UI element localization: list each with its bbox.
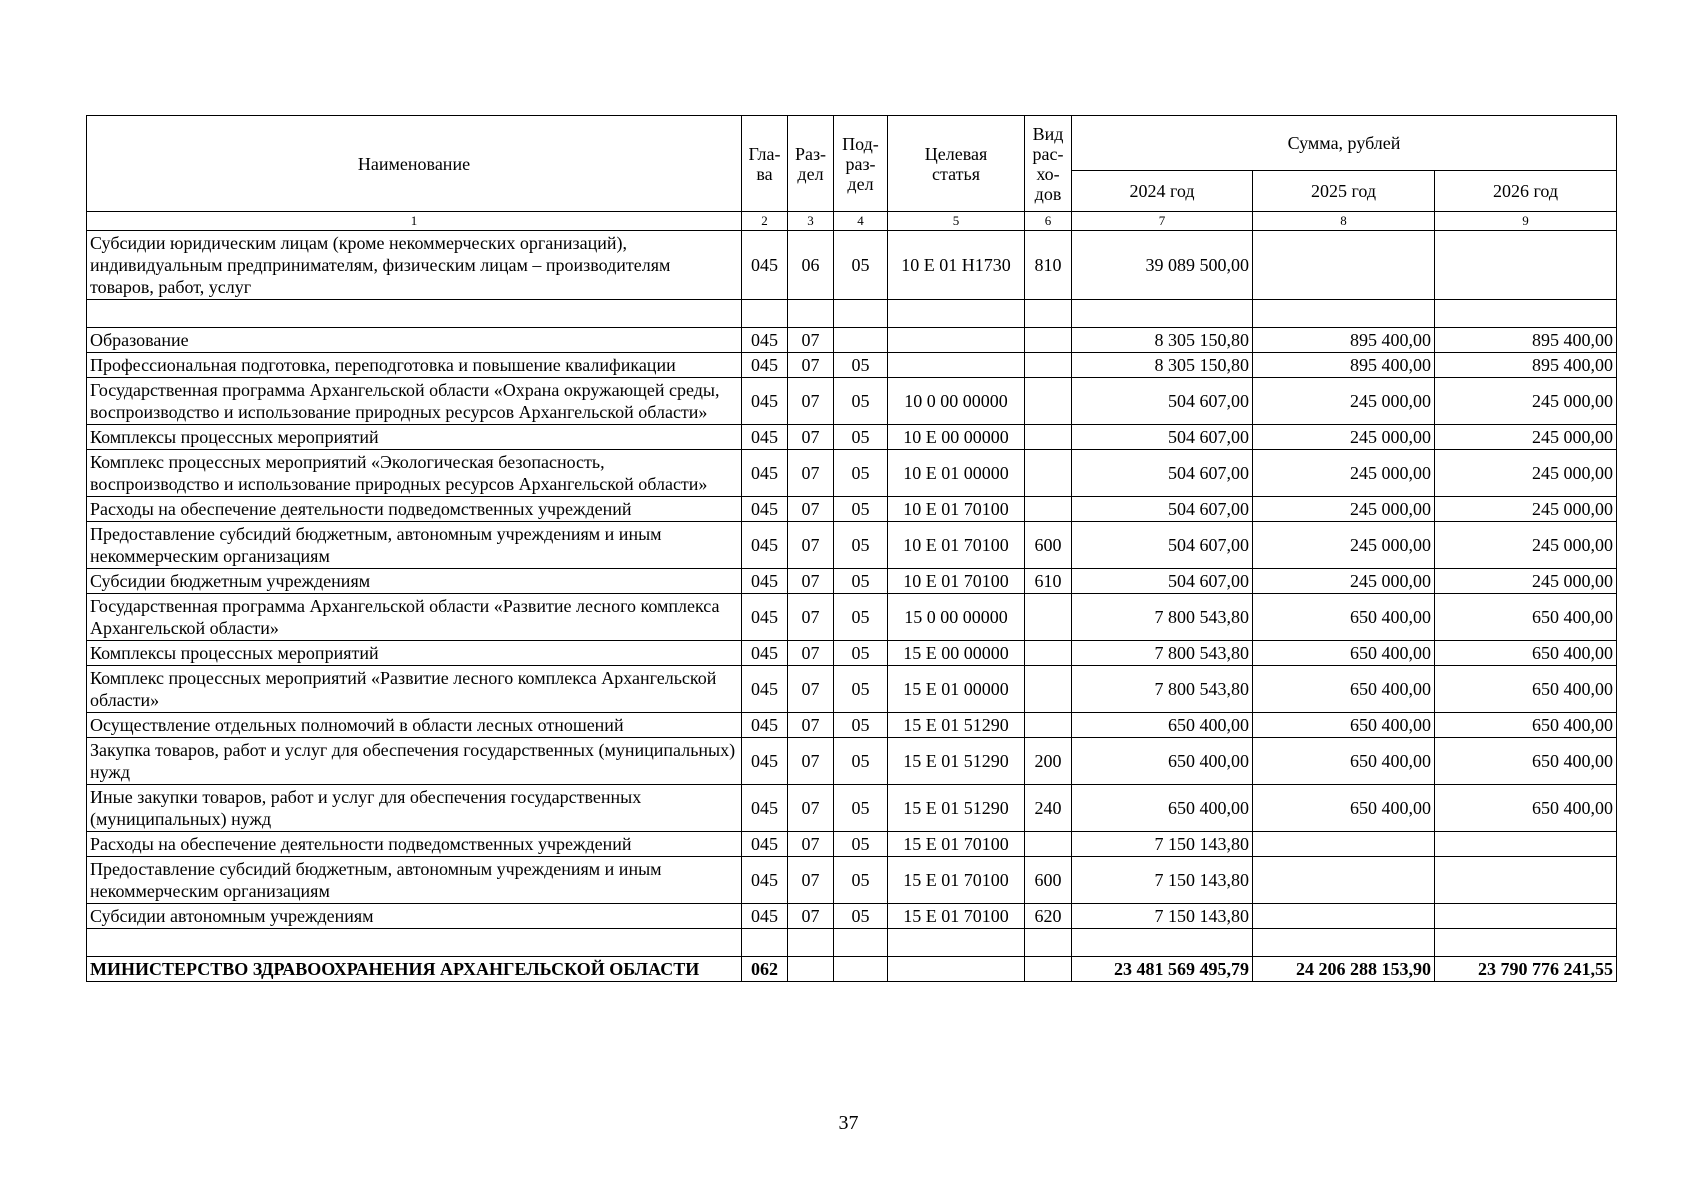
table-body bbox=[87, 231, 1617, 982]
cell-vid-rashodov bbox=[1025, 594, 1072, 641]
cell-vid-rashodov bbox=[1025, 666, 1072, 713]
cell-celevaya-statya: 15 Е 01 70100 bbox=[888, 832, 1025, 857]
cell-sum-2026: 650 400,00 bbox=[1435, 594, 1617, 641]
cell-name: Расходы на обеспечение деятельности подведомственных учреждений bbox=[87, 832, 742, 857]
cell-podrazdel: 05 bbox=[834, 522, 888, 569]
cell-sum-2024: 504 607,00 bbox=[1072, 378, 1253, 425]
cell-name: Комплексы процессных мероприятий bbox=[87, 641, 742, 666]
cell-name: Субсидии автономным учреждениям bbox=[87, 904, 742, 929]
cell-razdel bbox=[788, 929, 834, 957]
cell-razdel: 07 bbox=[788, 353, 834, 378]
cell-celevaya-statya: 15 Е 01 00000 bbox=[888, 666, 1025, 713]
cell-celevaya-statya: 15 Е 01 51290 bbox=[888, 713, 1025, 738]
cell-sum-2026: 895 400,00 bbox=[1435, 328, 1617, 353]
cell-razdel: 07 bbox=[788, 522, 834, 569]
cell-sum-2026: 245 000,00 bbox=[1435, 425, 1617, 450]
cell-razdel bbox=[788, 957, 834, 982]
cell-podrazdel: 05 bbox=[834, 353, 888, 378]
cell-glava: 045 bbox=[742, 857, 788, 904]
cell-podrazdel: 05 bbox=[834, 832, 888, 857]
cell-sum-2026 bbox=[1435, 231, 1617, 300]
cell-name: Субсидии юридическим лицам (кроме некоммерческих организаций), индивидуальным предпринимателям, физическим лицам – производителям товаров, работ, услуг bbox=[87, 231, 742, 300]
cell-glava bbox=[742, 300, 788, 328]
cell-sum-2024: 7 150 143,80 bbox=[1072, 857, 1253, 904]
cell-name: Закупка товаров, работ и услуг для обеспечения государственных (муниципальных) нужд bbox=[87, 738, 742, 785]
cell-vid-rashodov bbox=[1025, 957, 1072, 982]
cell-celevaya-statya: 15 Е 01 70100 bbox=[888, 857, 1025, 904]
cell-sum-2025 bbox=[1253, 300, 1435, 328]
cell-glava: 045 bbox=[742, 522, 788, 569]
cell-podrazdel bbox=[834, 300, 888, 328]
cell-vid-rashodov: 200 bbox=[1025, 738, 1072, 785]
cell-name: Комплексы процессных мероприятий bbox=[87, 425, 742, 450]
cell-sum-2026 bbox=[1435, 904, 1617, 929]
cell-vid-rashodov bbox=[1025, 929, 1072, 957]
cell-sum-2026 bbox=[1435, 300, 1617, 328]
cell-vid-rashodov bbox=[1025, 300, 1072, 328]
cell-sum-2025 bbox=[1253, 832, 1435, 857]
table-row bbox=[87, 666, 1617, 713]
cell-celevaya-statya: 15 Е 01 70100 bbox=[888, 904, 1025, 929]
column-number: 8 bbox=[1253, 212, 1435, 231]
cell-sum-2024: 7 800 543,80 bbox=[1072, 641, 1253, 666]
cell-sum-2026 bbox=[1435, 857, 1617, 904]
cell-name: Предоставление субсидий бюджетным, автономным учреждениям и иным некоммерческим организациям bbox=[87, 522, 742, 569]
cell-name: Профессиональная подготовка, переподготовка и повышение квалификации bbox=[87, 353, 742, 378]
cell-razdel: 07 bbox=[788, 569, 834, 594]
cell-name: Государственная программа Архангельской области «Охрана окружающей среды, воспроизводство и использование природных ресурсов Архангельской области» bbox=[87, 378, 742, 425]
cell-razdel: 07 bbox=[788, 713, 834, 738]
table-row bbox=[87, 738, 1617, 785]
budget-table bbox=[86, 115, 1617, 982]
header-podrazdel: Под- раз- дел bbox=[834, 116, 888, 212]
cell-sum-2026: 650 400,00 bbox=[1435, 641, 1617, 666]
cell-sum-2026: 245 000,00 bbox=[1435, 569, 1617, 594]
cell-sum-2026: 650 400,00 bbox=[1435, 666, 1617, 713]
cell-vid-rashodov: 610 bbox=[1025, 569, 1072, 594]
cell-glava: 062 bbox=[742, 957, 788, 982]
cell-razdel: 06 bbox=[788, 231, 834, 300]
cell-vid-rashodov bbox=[1025, 425, 1072, 450]
cell-sum-2025: 650 400,00 bbox=[1253, 594, 1435, 641]
cell-razdel: 07 bbox=[788, 497, 834, 522]
cell-sum-2026: 650 400,00 bbox=[1435, 738, 1617, 785]
cell-sum-2025: 245 000,00 bbox=[1253, 425, 1435, 450]
cell-name bbox=[87, 300, 742, 328]
column-number: 3 bbox=[788, 212, 834, 231]
cell-celevaya-statya bbox=[888, 328, 1025, 353]
table-row bbox=[87, 328, 1617, 353]
table-row bbox=[87, 353, 1617, 378]
cell-celevaya-statya bbox=[888, 957, 1025, 982]
cell-sum-2024 bbox=[1072, 929, 1253, 957]
cell-sum-2025: 895 400,00 bbox=[1253, 328, 1435, 353]
cell-razdel: 07 bbox=[788, 785, 834, 832]
table-row bbox=[87, 378, 1617, 425]
cell-sum-2025 bbox=[1253, 904, 1435, 929]
cell-podrazdel: 05 bbox=[834, 569, 888, 594]
cell-podrazdel: 05 bbox=[834, 738, 888, 785]
cell-sum-2026: 245 000,00 bbox=[1435, 522, 1617, 569]
column-number: 4 bbox=[834, 212, 888, 231]
cell-name: Комплекс процессных мероприятий «Развитие лесного комплекса Архангельской области» bbox=[87, 666, 742, 713]
cell-sum-2025: 245 000,00 bbox=[1253, 569, 1435, 594]
cell-podrazdel: 05 bbox=[834, 857, 888, 904]
cell-sum-2025: 245 000,00 bbox=[1253, 497, 1435, 522]
cell-glava: 045 bbox=[742, 738, 788, 785]
table-row bbox=[87, 522, 1617, 569]
cell-glava: 045 bbox=[742, 713, 788, 738]
cell-vid-rashodov bbox=[1025, 353, 1072, 378]
cell-sum-2024: 8 305 150,80 bbox=[1072, 353, 1253, 378]
cell-glava bbox=[742, 929, 788, 957]
cell-sum-2025 bbox=[1253, 929, 1435, 957]
cell-sum-2026: 245 000,00 bbox=[1435, 497, 1617, 522]
cell-sum-2024: 650 400,00 bbox=[1072, 738, 1253, 785]
cell-podrazdel: 05 bbox=[834, 641, 888, 666]
cell-sum-2024: 23 481 569 495,79 bbox=[1072, 957, 1253, 982]
table-row bbox=[87, 231, 1617, 300]
table-row bbox=[87, 300, 1617, 328]
cell-vid-rashodov bbox=[1025, 450, 1072, 497]
table-row bbox=[87, 450, 1617, 497]
cell-vid-rashodov bbox=[1025, 641, 1072, 666]
cell-sum-2024: 650 400,00 bbox=[1072, 713, 1253, 738]
cell-sum-2024: 504 607,00 bbox=[1072, 450, 1253, 497]
table-row bbox=[87, 569, 1617, 594]
cell-glava: 045 bbox=[742, 328, 788, 353]
cell-razdel: 07 bbox=[788, 594, 834, 641]
cell-razdel: 07 bbox=[788, 450, 834, 497]
cell-sum-2024: 7 150 143,80 bbox=[1072, 832, 1253, 857]
cell-celevaya-statya: 15 Е 01 51290 bbox=[888, 738, 1025, 785]
cell-sum-2024: 39 089 500,00 bbox=[1072, 231, 1253, 300]
cell-glava: 045 bbox=[742, 425, 788, 450]
cell-razdel: 07 bbox=[788, 832, 834, 857]
cell-vid-rashodov bbox=[1025, 497, 1072, 522]
cell-sum-2026: 650 400,00 bbox=[1435, 785, 1617, 832]
cell-razdel: 07 bbox=[788, 378, 834, 425]
cell-podrazdel: 05 bbox=[834, 785, 888, 832]
cell-razdel: 07 bbox=[788, 425, 834, 450]
budget-table-container bbox=[86, 115, 1616, 982]
cell-podrazdel: 05 bbox=[834, 231, 888, 300]
column-number-row bbox=[87, 212, 1617, 231]
cell-sum-2025: 245 000,00 bbox=[1253, 378, 1435, 425]
cell-vid-rashodov: 620 bbox=[1025, 904, 1072, 929]
cell-podrazdel: 05 bbox=[834, 904, 888, 929]
cell-sum-2026: 23 790 776 241,55 bbox=[1435, 957, 1617, 982]
cell-celevaya-statya: 10 Е 01 70100 bbox=[888, 569, 1025, 594]
cell-razdel bbox=[788, 300, 834, 328]
table-row bbox=[87, 641, 1617, 666]
cell-glava: 045 bbox=[742, 832, 788, 857]
table-row bbox=[87, 785, 1617, 832]
cell-sum-2026 bbox=[1435, 929, 1617, 957]
cell-name: Иные закупки товаров, работ и услуг для обеспечения государственных (муниципальных) нужд bbox=[87, 785, 742, 832]
cell-celevaya-statya: 10 Е 01 Н1730 bbox=[888, 231, 1025, 300]
cell-podrazdel: 05 bbox=[834, 666, 888, 713]
cell-podrazdel: 05 bbox=[834, 713, 888, 738]
cell-podrazdel bbox=[834, 328, 888, 353]
cell-sum-2024: 650 400,00 bbox=[1072, 785, 1253, 832]
column-number: 9 bbox=[1435, 212, 1617, 231]
cell-razdel: 07 bbox=[788, 641, 834, 666]
header-year-2026: 2026 год bbox=[1435, 171, 1617, 212]
cell-sum-2025: 650 400,00 bbox=[1253, 713, 1435, 738]
header-year-2024: 2024 год bbox=[1072, 171, 1253, 212]
cell-celevaya-statya: 15 Е 01 51290 bbox=[888, 785, 1025, 832]
cell-podrazdel: 05 bbox=[834, 425, 888, 450]
cell-sum-2024: 7 800 543,80 bbox=[1072, 594, 1253, 641]
cell-glava: 045 bbox=[742, 594, 788, 641]
cell-sum-2025: 245 000,00 bbox=[1253, 450, 1435, 497]
cell-celevaya-statya: 15 Е 00 00000 bbox=[888, 641, 1025, 666]
header-year-2025: 2025 год bbox=[1253, 171, 1435, 212]
cell-sum-2026: 650 400,00 bbox=[1435, 713, 1617, 738]
cell-glava: 045 bbox=[742, 353, 788, 378]
cell-razdel: 07 bbox=[788, 666, 834, 713]
cell-sum-2025: 895 400,00 bbox=[1253, 353, 1435, 378]
cell-vid-rashodov bbox=[1025, 713, 1072, 738]
column-number: 6 bbox=[1025, 212, 1072, 231]
cell-vid-rashodov bbox=[1025, 378, 1072, 425]
table-row bbox=[87, 832, 1617, 857]
cell-celevaya-statya: 10 Е 00 00000 bbox=[888, 425, 1025, 450]
cell-sum-2024: 8 305 150,80 bbox=[1072, 328, 1253, 353]
cell-name: Комплекс процессных мероприятий «Экологическая безопасность, воспроизводство и использование природных ресурсов Архангельской области» bbox=[87, 450, 742, 497]
cell-vid-rashodov: 240 bbox=[1025, 785, 1072, 832]
cell-celevaya-statya: 10 Е 01 00000 bbox=[888, 450, 1025, 497]
cell-sum-2024: 504 607,00 bbox=[1072, 569, 1253, 594]
column-number: 2 bbox=[742, 212, 788, 231]
cell-sum-2024 bbox=[1072, 300, 1253, 328]
cell-name: Расходы на обеспечение деятельности подведомственных учреждений bbox=[87, 497, 742, 522]
cell-razdel: 07 bbox=[788, 904, 834, 929]
cell-name: Государственная программа Архангельской области «Развитие лесного комплекса Архангельской области» bbox=[87, 594, 742, 641]
cell-podrazdel: 05 bbox=[834, 450, 888, 497]
cell-celevaya-statya: 10 Е 01 70100 bbox=[888, 522, 1025, 569]
table-row bbox=[87, 957, 1617, 982]
cell-sum-2026: 245 000,00 bbox=[1435, 378, 1617, 425]
cell-podrazdel bbox=[834, 929, 888, 957]
cell-podrazdel: 05 bbox=[834, 497, 888, 522]
cell-glava: 045 bbox=[742, 904, 788, 929]
cell-glava: 045 bbox=[742, 450, 788, 497]
cell-sum-2026: 895 400,00 bbox=[1435, 353, 1617, 378]
cell-razdel: 07 bbox=[788, 738, 834, 785]
cell-sum-2025: 650 400,00 bbox=[1253, 785, 1435, 832]
cell-celevaya-statya bbox=[888, 300, 1025, 328]
cell-name: Осуществление отдельных полномочий в области лесных отношений bbox=[87, 713, 742, 738]
cell-razdel: 07 bbox=[788, 328, 834, 353]
cell-name bbox=[87, 929, 742, 957]
column-number: 7 bbox=[1072, 212, 1253, 231]
cell-razdel: 07 bbox=[788, 857, 834, 904]
cell-vid-rashodov: 600 bbox=[1025, 522, 1072, 569]
cell-glava: 045 bbox=[742, 378, 788, 425]
cell-podrazdel: 05 bbox=[834, 378, 888, 425]
cell-celevaya-statya bbox=[888, 353, 1025, 378]
header-name: Наименование bbox=[87, 116, 742, 212]
header-summa: Сумма, рублей bbox=[1072, 116, 1617, 171]
cell-glava: 045 bbox=[742, 569, 788, 594]
cell-glava: 045 bbox=[742, 497, 788, 522]
table-row bbox=[87, 713, 1617, 738]
cell-sum-2024: 7 800 543,80 bbox=[1072, 666, 1253, 713]
cell-name: МИНИСТЕРСТВО ЗДРАВООХРАНЕНИЯ АРХАНГЕЛЬСКОЙ ОБЛАСТИ bbox=[87, 957, 742, 982]
cell-sum-2024: 504 607,00 bbox=[1072, 425, 1253, 450]
cell-vid-rashodov bbox=[1025, 832, 1072, 857]
table-row bbox=[87, 904, 1617, 929]
cell-vid-rashodov bbox=[1025, 328, 1072, 353]
cell-sum-2025 bbox=[1253, 231, 1435, 300]
cell-glava: 045 bbox=[742, 785, 788, 832]
cell-sum-2025 bbox=[1253, 857, 1435, 904]
cell-podrazdel: 05 bbox=[834, 594, 888, 641]
cell-vid-rashodov: 810 bbox=[1025, 231, 1072, 300]
column-number: 5 bbox=[888, 212, 1025, 231]
table-row bbox=[87, 857, 1617, 904]
cell-glava: 045 bbox=[742, 641, 788, 666]
cell-sum-2024: 7 150 143,80 bbox=[1072, 904, 1253, 929]
table-row bbox=[87, 929, 1617, 957]
header-celevaya-statya: Целевая статья bbox=[888, 116, 1025, 212]
cell-podrazdel bbox=[834, 957, 888, 982]
cell-sum-2025: 650 400,00 bbox=[1253, 641, 1435, 666]
cell-sum-2026 bbox=[1435, 832, 1617, 857]
header-vid-rashodov: Вид рас- хо- дов bbox=[1025, 116, 1072, 212]
header-glava: Гла- ва bbox=[742, 116, 788, 212]
cell-glava: 045 bbox=[742, 666, 788, 713]
cell-sum-2024: 504 607,00 bbox=[1072, 497, 1253, 522]
cell-celevaya-statya: 10 Е 01 70100 bbox=[888, 497, 1025, 522]
cell-sum-2026: 245 000,00 bbox=[1435, 450, 1617, 497]
cell-sum-2025: 650 400,00 bbox=[1253, 666, 1435, 713]
cell-celevaya-statya: 10 0 00 00000 bbox=[888, 378, 1025, 425]
header-razdel: Раз- дел bbox=[788, 116, 834, 212]
cell-sum-2025: 24 206 288 153,90 bbox=[1253, 957, 1435, 982]
cell-sum-2025: 245 000,00 bbox=[1253, 522, 1435, 569]
table-row bbox=[87, 497, 1617, 522]
cell-name: Предоставление субсидий бюджетным, автономным учреждениям и иным некоммерческим организациям bbox=[87, 857, 742, 904]
cell-name: Субсидии бюджетным учреждениям bbox=[87, 569, 742, 594]
table-row bbox=[87, 594, 1617, 641]
cell-sum-2024: 504 607,00 bbox=[1072, 522, 1253, 569]
cell-sum-2025: 650 400,00 bbox=[1253, 738, 1435, 785]
cell-celevaya-statya bbox=[888, 929, 1025, 957]
table-header bbox=[87, 116, 1617, 231]
table-row bbox=[87, 425, 1617, 450]
page-number: 37 bbox=[838, 1112, 859, 1134]
cell-vid-rashodov: 600 bbox=[1025, 857, 1072, 904]
cell-glava: 045 bbox=[742, 231, 788, 300]
column-number: 1 bbox=[87, 212, 742, 231]
cell-name: Образование bbox=[87, 328, 742, 353]
cell-celevaya-statya: 15 0 00 00000 bbox=[888, 594, 1025, 641]
